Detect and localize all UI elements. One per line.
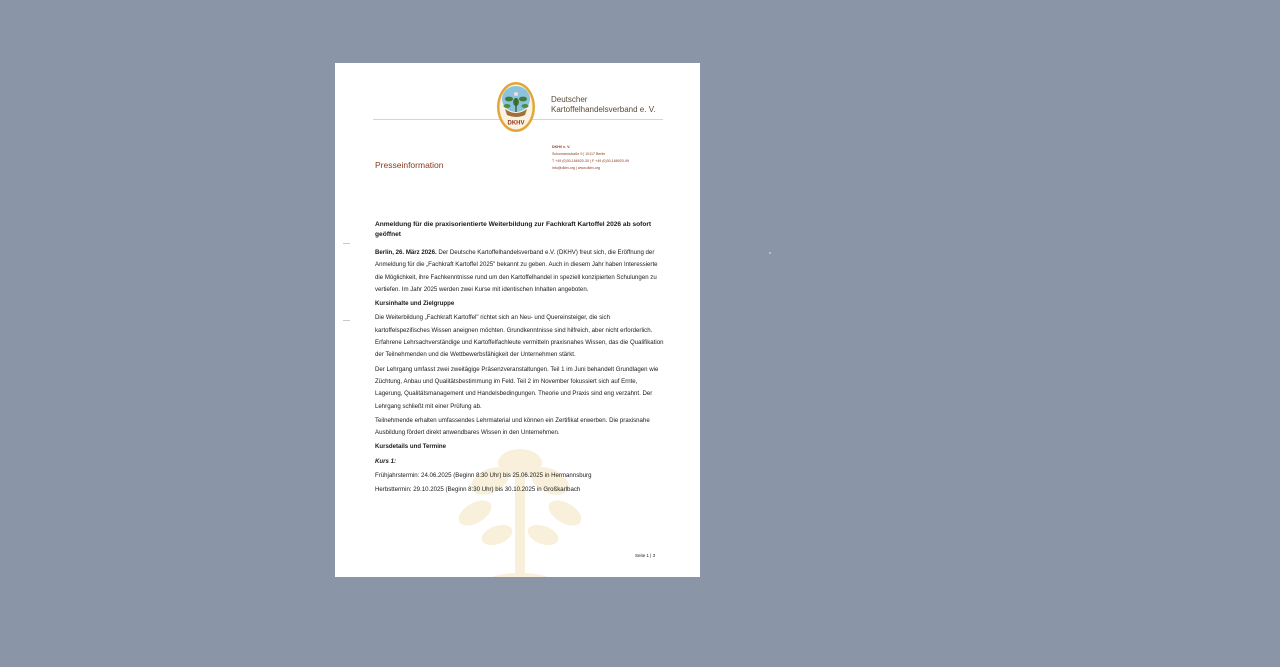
paragraph: Der Lehrgang umfasst zwei zweitägige Präsenzveranstaltungen. Teil 1 im Juni behandelt Grundlagen wie Züchtung, Anbau und Qualitätsbestimmung im Feld. Teil 2 im November fokussiert sich auf Ernte, Lagerung, Qualitätsmanagement und Handelsbedingungen. Theorie und Praxis sind eng verzahnt. Der Lehrgang schließt mit einer Prüfung ab. [375,365,659,410]
kurs-label: Kurs 1: [375,457,396,465]
address-block [552,144,629,172]
org-name [551,95,656,115]
intro-paragraph [375,247,665,296]
press-release-body [375,220,665,499]
address-line: T +49 (0)30-166920-30 | F +49 (0)30-166920-99 [552,159,629,163]
margin-mark [343,243,350,244]
address-line: Schumannstraße 9 | 10117 Berlin [552,152,606,156]
margin-mark [343,320,350,321]
section-label: Presseinformation [375,160,444,170]
dateline: Berlin, 26. März 2026. [375,249,437,256]
org-name-line1: Deutscher [551,95,588,104]
press-release-title: Anmeldung für die praxisorientierte Weiterbildung zur Fachkraft Kartoffel 2026 ab sofort geöffnet [375,221,652,238]
heading-kursinhalte: Kursinhalte und Zielgruppe [375,300,455,308]
termin-line: Frühjahrstermin: 24.06.2025 (Beginn 8:30 Uhr) bis 25.06.2025 in Hermannsburg [375,472,592,480]
heading-kursdetails: Kursdetails und Termine [375,443,446,451]
dkhv-logo [496,81,536,133]
intro-text: Der Deutsche Kartoffelhandelsverband e.V. (DKHV) freut sich, die Eröffnung der Anmeldung für die „Fachkraft Kartoffel 2025" bekannt zu geben. Auch in diesem Jahr haben Interessierte die Möglichkeit, ihre Fachkenntnisse rund um den Kartoffelhandel in speziell konzipierten Schulungen zu vertiefen. Im Jahr 2025 werden zwei Kurse mit identischen Inhalten angeboten. [375,249,658,293]
address-line: DKHV e. V. [552,145,571,149]
paragraph: Teilnehmende erhalten umfassendes Lehrmaterial und können ein Zertifikat erwerben. Die praxisnahe Ausbildung fördert direkt anwendbares Wissen in den Unternehmen. [375,416,650,437]
paragraph: Die Weiterbildung „Fachkraft Kartoffel" richtet sich an Neu- und Quereinsteiger, die sich kartoffelspezifisches Wissen aneignen möchten. Grundkenntnisse sind hilfreich, aber nicht erforderlich. Erfahrene Lehrsachverständige und Kartoffelfachleute vermitteln praxisnahes Wissen, das die Qualifikation der Teilnehmenden und die Wettbewerbsfähigkeit der Unternehmen stärkt. [375,314,664,359]
address-line: info@dkhv.org | www.dkhv.org [552,166,600,170]
viewer-artifact-dot [769,252,771,254]
termin-line: Herbsttermin: 29.10.2025 (Beginn 8:30 Uhr) bis 30.10.2025 in Großkarlbach [375,486,581,494]
document-page [335,63,700,577]
page-number: Seite 1 | 3 [635,553,656,558]
org-name-line2: Kartoffelhandelsverband e. V. [551,105,656,114]
svg-text:DKHV: DKHV [507,120,525,127]
